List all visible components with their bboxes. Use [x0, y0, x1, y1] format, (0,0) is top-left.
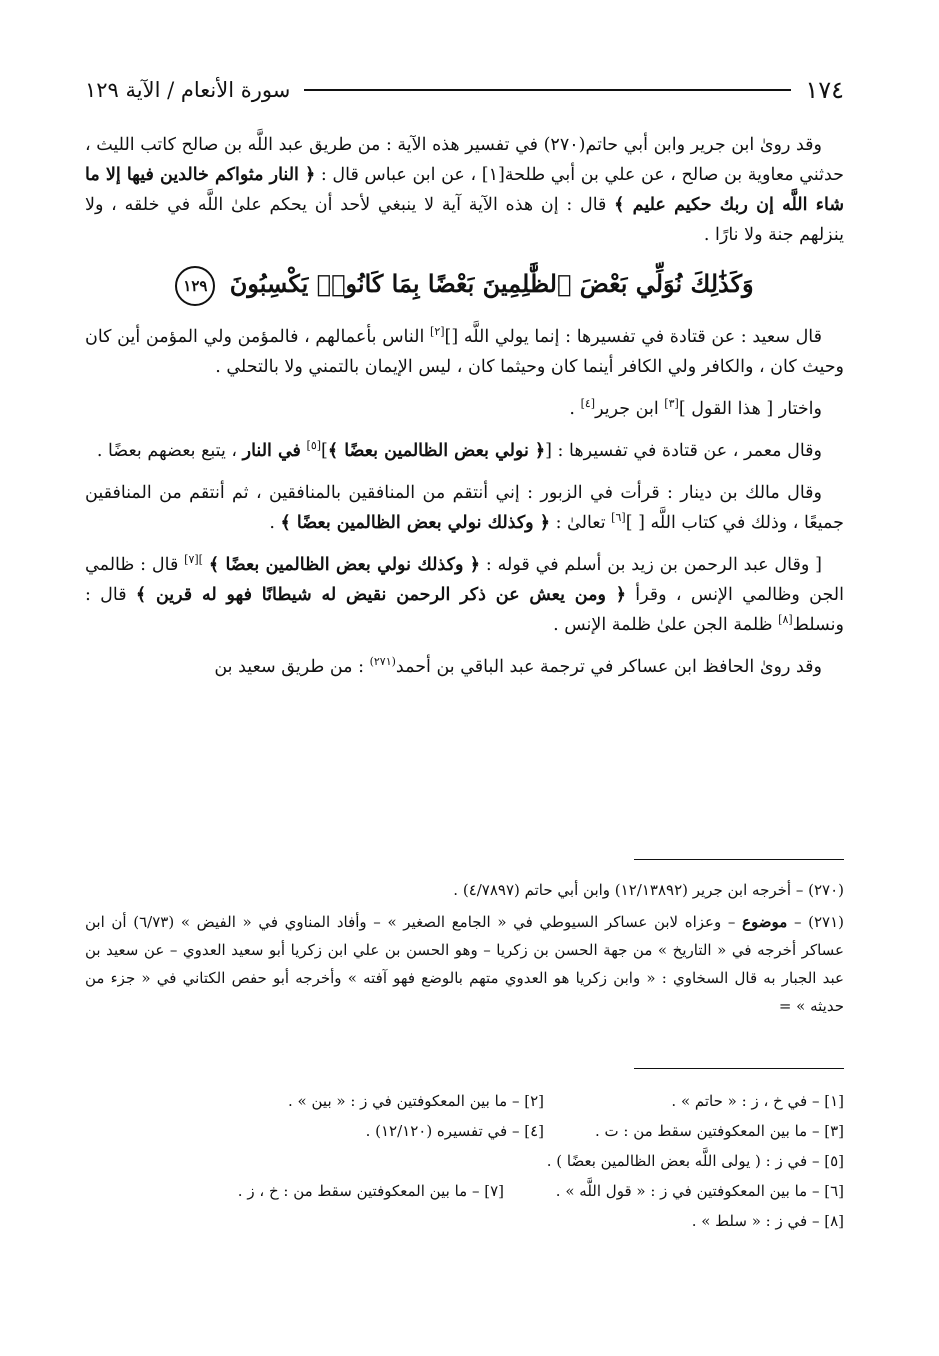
note-2: [٢] – ما بين المعكوفتين في ز : « بين » .	[288, 1092, 544, 1110]
notes-row	[85, 1116, 844, 1146]
note-4: [٤] – في تفسيره (١٢/١٢٠) .	[365, 1122, 544, 1140]
footnote-rule	[634, 859, 844, 860]
text-segment: وقد روىٰ الحافظ ابن عساكر في ترجمة عبد الباقي بن أحمد	[395, 657, 822, 677]
note-ref: [٥]	[306, 439, 322, 453]
note-ref: [٨]	[778, 613, 793, 627]
notes-row	[85, 1086, 844, 1116]
text-segment: وقال معمر ، عن قتادة في تفسيرها : [	[545, 441, 822, 461]
footnote-number: (٢٧١) –	[793, 913, 844, 931]
notes-row	[85, 1146, 844, 1176]
paragraph-mamar	[85, 436, 844, 466]
footnote-270: (٢٧٠) – أخرجه ابن جرير (١٢/١٣٨٩٢) وابن أبي حاتم (٤/٧٨٩٧) .	[453, 881, 844, 899]
note-ref: (٢٧١)	[369, 655, 396, 669]
text-segment: وقال مالك بن دينار : قرأت في الزبور : إني أنتقم من المنافقين بالمنافقين ، ثم أنتقم من المنافقين جميعًا ، وذلك في كتاب اللَّه [ ]	[85, 483, 844, 533]
text-segment: الناس بأعمالهم ، فالمؤمن ولي المؤمن أين كان وحيث كان ، والكافر ولي الكافر أينما كان وحيثما كان ، ليس الإيمان بالتمني ولا بالتحلي .	[85, 327, 844, 377]
page-number: ١٧٤	[805, 76, 844, 104]
note-1: [١] – في خ ، ز : « حاتم » .	[671, 1092, 844, 1110]
note-3: [٣] – ما بين المعكوفتين سقط من : ت .	[594, 1122, 844, 1140]
note-5: [٥] – في ز : ( يولى اللَّه بعض الظالمين بعضًا ) .	[546, 1152, 844, 1170]
text-segment: .	[269, 513, 275, 533]
paragraph-malik	[85, 478, 844, 538]
variant-notes	[85, 1086, 844, 1236]
paragraph-ikhtiyar	[85, 394, 844, 424]
note-8: [٨] – في ز : « سلط » .	[691, 1212, 844, 1230]
quran-quote: ﴿ وكذلك نولي بعض الظالمين بعضًا ﴾	[280, 513, 550, 533]
ayah-number-mark: ١٢٩	[175, 266, 215, 306]
quran-quote: ﴿ نولي بعض الظالمين بعضًا ﴾	[327, 441, 546, 461]
takhrij-footnotes	[85, 876, 844, 1024]
text-segment: ، يتبع بعضهم بعضًا .	[96, 441, 238, 461]
paragraph-said	[85, 322, 844, 382]
text-segment: قال سعيد : عن قتادة في تفسيرها : إنما يولي اللَّه []	[444, 327, 822, 347]
text-segment: واختار [ هذا القول ]	[678, 399, 822, 419]
notes-row	[85, 1206, 844, 1236]
text-segment: قال : ونسلط	[85, 585, 844, 635]
header-rule	[304, 89, 791, 91]
note-ref: [٢]	[430, 325, 445, 339]
footnote-text: – وعزاه لابن عساكر السيوطي في « الجامع الصغير » – وأفاد المناوي في « الفيض » (٦/٧٣) أن ابن عساكر أخرجه في « التاريخ » من جهة الحسن بن زكريا – وهو الحسن بن علي ابن زكريا أبو سعيد العدوي – عن سعيد بن عبد الجبار به قال السخاوي : « وابن زكريا هو العدوي متهم بالوضع فهو آفته » وأخرجه أبو حفص الكتاني في « جزء من حديثه » =	[85, 913, 844, 1015]
text-segment: ]	[321, 441, 328, 461]
note-ref: [٤]	[580, 397, 596, 411]
text-segment: قال : إن هذه الآية آية لا ينبغي لأحد أن يحكم علىٰ اللَّه في خلقه ، ولا ينزلهم جنة ولا نارًا .	[85, 195, 844, 245]
paragraph-ibn-asakir	[85, 652, 844, 682]
note-7: [٧] – ما بين المعكوفتين سقط من : خ ، ز .	[237, 1182, 504, 1200]
notes-rule	[634, 1068, 844, 1069]
text-segment: : من طريق سعيد بن	[214, 657, 364, 677]
paragraph-abdulrahman	[85, 550, 844, 640]
text-segment: وقد روىٰ ابن جرير وابن أبي حاتم(٢٧٠) في تفسير هذه الآية : من طريق عبد اللَّه بن صالح كاتب الليث ، حدثني معاوية بن صالح ، عن علي بن أبي طلحة[١] ، عن ابن عباس قال :	[85, 135, 844, 185]
text-segment: .	[569, 399, 575, 419]
text-segment: قال : ظالمي الجن وظالمي الإنس ، وقرأ	[85, 555, 844, 605]
page-header	[85, 70, 844, 110]
text-segment: ابن جرير	[595, 399, 659, 419]
text-segment: ظلمة الجن علىٰ ظلمة الإنس .	[553, 615, 773, 635]
ruling-word: موضوع	[742, 913, 788, 931]
quran-quote: ﴿ النار مثواكم خالدين فيها إلا ما شاء اللَّه إن ربك حكيم عليم ﴾	[85, 165, 844, 215]
note-6: [٦] – ما بين المعكوفتين في ز : « قول اللَّه » .	[555, 1182, 844, 1200]
paragraph-ibn-abbas	[85, 130, 844, 250]
quran-quote: ﴿ وكذلك نولي بعض الظالمين بعضًا ﴾	[208, 555, 481, 575]
text-segment: تعالىٰ :	[555, 513, 606, 533]
quran-quote: ﴿ ومن يعش عن ذكر الرحمن نقيض له شيطانًا فهو له قرين ﴾	[135, 585, 626, 605]
quran-verse	[85, 262, 844, 306]
footnote-271	[85, 908, 844, 1020]
bold-phrase: في النار	[242, 441, 301, 461]
verse-text: وَكَذَٰلِكَ نُوَلِّي بَعْضَ ٱلظَّٰلِمِينَ بَعْضًا بِمَا كَانُوا۟ يَكْسِبُونَ	[229, 269, 754, 298]
text-segment: [ وقال عبد الرحمن بن زيد بن أسلم في قوله :	[485, 555, 822, 575]
note-ref: [٦]	[611, 511, 626, 525]
surah-title: سورة الأنعام / الآية ١٢٩	[85, 78, 291, 102]
main-text	[85, 130, 844, 690]
notes-row	[85, 1176, 844, 1206]
note-ref: ][٧]	[184, 553, 203, 567]
note-ref: [٣]	[664, 397, 679, 411]
